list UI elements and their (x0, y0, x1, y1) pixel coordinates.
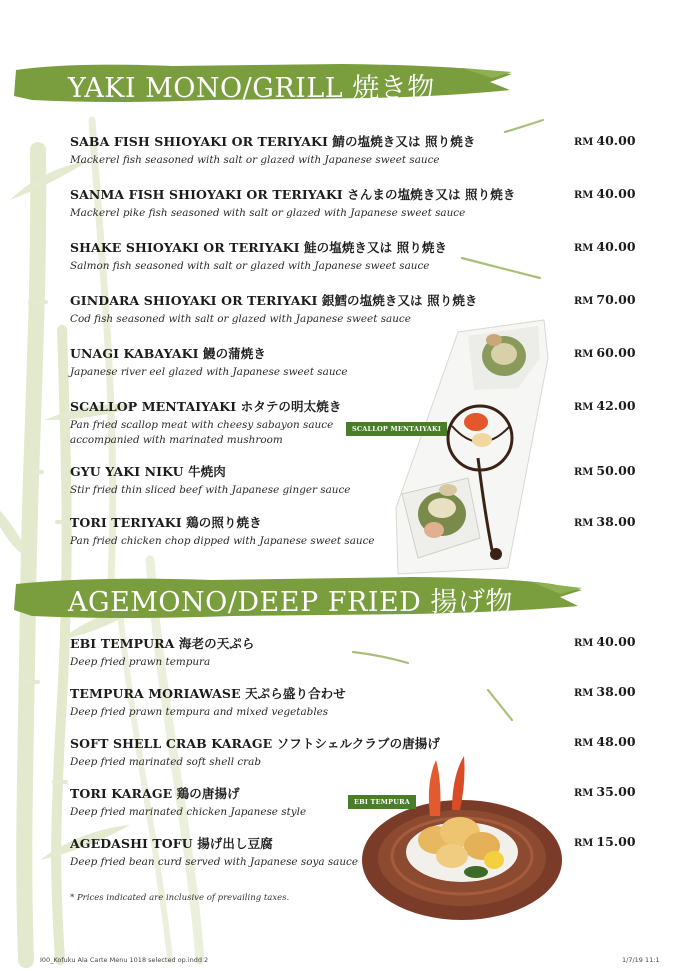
item-price: RM 38.00 (574, 514, 636, 529)
item-description: Mackerel fish seasoned with salt or glazed with Japanese sweet sauce (70, 154, 440, 166)
menu-item (70, 634, 590, 670)
menu-item (70, 238, 590, 274)
section-banner-yakimono (12, 60, 512, 106)
item-description: Deep fried prawn tempura (70, 656, 211, 668)
item-name: TORI TERIYAKI 鶏の照り焼き (70, 515, 262, 530)
item-price: RM 40.00 (574, 186, 636, 201)
item-name: AGEDASHI TOFU 揚げ出し豆腐 (70, 836, 273, 851)
item-price: RM 48.00 (574, 734, 636, 749)
item-description: Deep fried bean curd served with Japanese soya sauce (70, 856, 359, 868)
item-description: Mackerel pike fish seasoned with salt or glazed with Japanese sweet sauce (70, 207, 466, 219)
item-name: GINDARA SHIOYAKI OR TERIYAKI 銀鱈の塩焼き又は 照り焼き (70, 293, 478, 308)
item-name: SOFT SHELL CRAB KARAGE ソフトシェルクラブの唐揚げ (70, 736, 440, 751)
item-description: Pan fried scallop meat with cheesy sabayon sauce accompanied with marinated mushroom (70, 419, 334, 446)
item-name: TORI KARAGE 鶏の唐揚げ (70, 786, 240, 801)
item-description: Pan fried chicken chop dipped with Japanese sweet sauce (70, 535, 375, 547)
item-price: RM 42.00 (574, 398, 636, 413)
item-description: Cod fish seasoned with salt or glazed with Japanese sweet sauce (70, 313, 411, 325)
section-title: YAKI MONO/GRILL 焼き物 (68, 73, 435, 104)
item-price: RM 15.00 (574, 834, 636, 849)
photo-caption-scallop: SCALLOP MENTAIYAKI (346, 422, 447, 436)
section-title: AGEMONO/DEEP FRIED 揚げ物 (68, 587, 513, 618)
item-description: Salmon fish seasoned with salt or glazed with Japanese sweet sauce (70, 260, 430, 272)
item-description: Stir fried thin sliced beef with Japanese ginger sauce (70, 484, 351, 496)
item-description: Deep fried marinated soft shell crab (70, 756, 261, 768)
item-name: TEMPURA MORIAWASE 天ぷら盛り合わせ (70, 686, 346, 701)
item-price: RM 35.00 (574, 784, 636, 799)
tax-footnote: * Prices indicated are inclusive of prevailing taxes. (70, 893, 290, 903)
item-name: SHAKE SHIOYAKI OR TERIYAKI 鮭の塩焼き又は 照り焼き (70, 240, 448, 255)
item-name: GYU YAKI NIKU 牛焼肉 (70, 464, 226, 479)
item-price: RM 38.00 (574, 684, 636, 699)
section-banner-agemono (12, 572, 582, 622)
item-description: Japanese river eel glazed with Japanese sweet sauce (70, 366, 348, 378)
item-name: SCALLOP MENTAIYAKI ホタテの明太焼き (70, 399, 342, 414)
item-price: RM 40.00 (574, 239, 636, 254)
item-name: SABA FISH SHIOYAKI OR TERIYAKI 鯖の塩焼き又は 照り焼き (70, 134, 476, 149)
print-slug-date: 1/7/19 11:1 (622, 956, 660, 964)
menu-item (70, 684, 590, 720)
item-description: Deep fried marinated chicken Japanese style (70, 806, 307, 818)
scallop-dish-photo (388, 318, 558, 578)
item-name: SANMA FISH SHIOYAKI OR TERIYAKI さんまの塩焼き又は 照り焼き (70, 187, 516, 202)
menu-item (70, 132, 590, 168)
menu-item (70, 185, 590, 221)
item-description: Deep fried prawn tempura and mixed vegetables (70, 706, 329, 718)
print-slug-file: I00_Kofuku Ala Carte Menu 1018 selected op.indd 2 (40, 956, 209, 964)
photo-caption-tempura: EBI TEMPURA (348, 795, 416, 809)
item-price: RM 40.00 (574, 133, 636, 148)
tempura-dish-photo (356, 752, 566, 924)
item-price: RM 70.00 (574, 292, 636, 307)
item-price: RM 50.00 (574, 463, 636, 478)
item-price: RM 60.00 (574, 345, 636, 360)
item-name: EBI TEMPURA 海老の天ぷら (70, 636, 255, 651)
item-price: RM 40.00 (574, 634, 636, 649)
item-name: UNAGI KABAYAKI 鰻の蒲焼き (70, 346, 266, 361)
